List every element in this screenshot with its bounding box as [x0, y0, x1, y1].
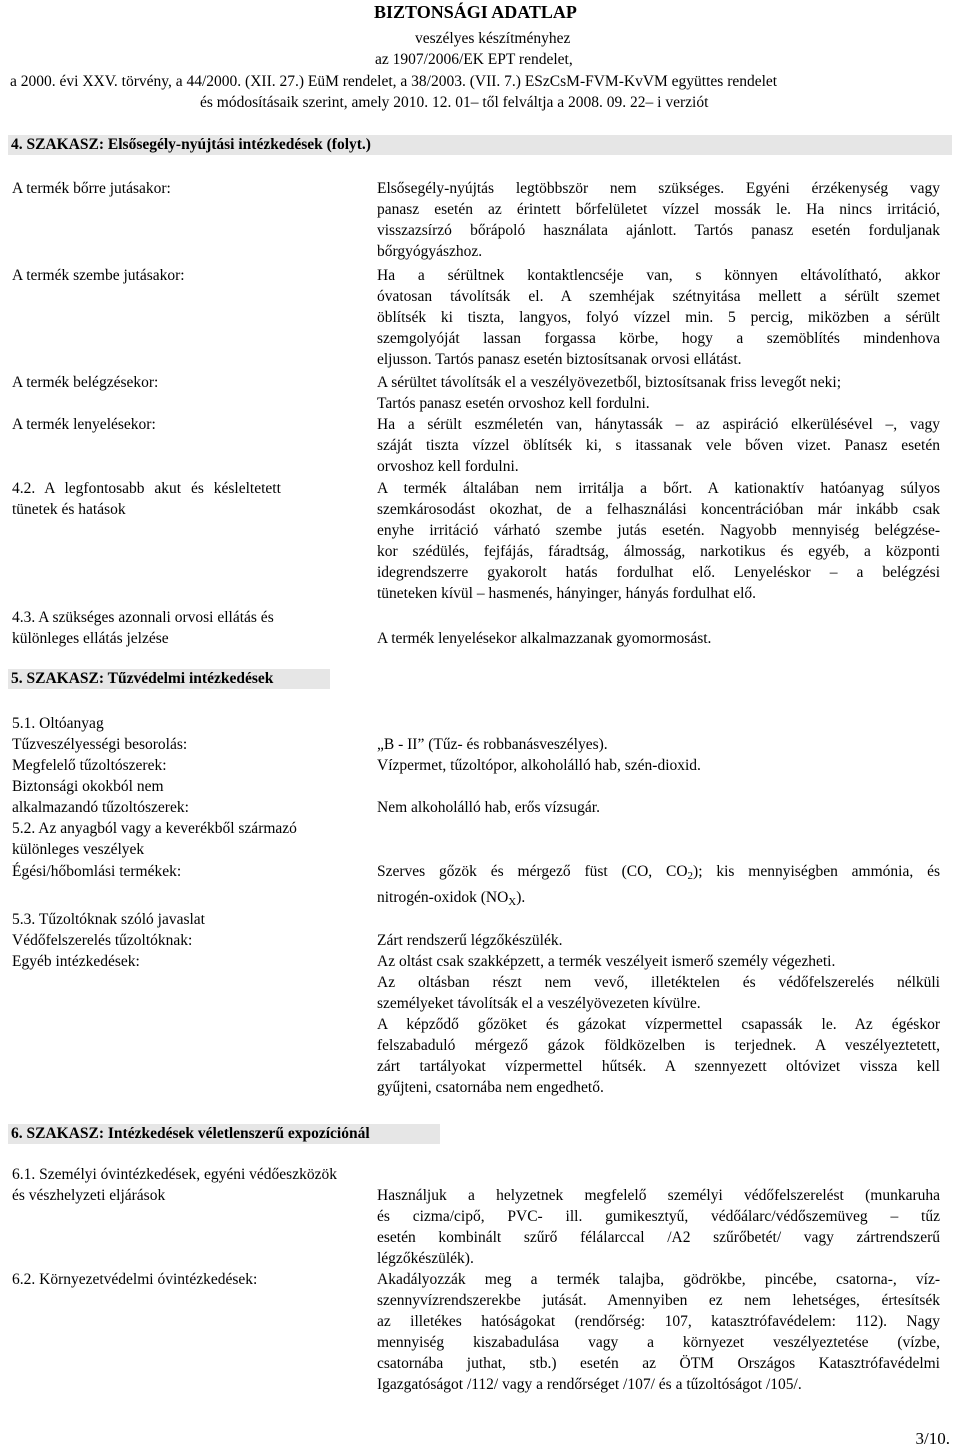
text-line: csatornába juthat, stb.) esetén az ÖTM Országos Katasztrófavédelmi [377, 1355, 940, 1372]
text-line: enyhe irritáció várható szembe jutás esetén. Nagyobb mennyiség belégzése- [377, 522, 940, 539]
inhalation-text [377, 372, 940, 414]
text-line: felszabaduló mérgező gázok földközelben is terjednek. A veszélyeztetett, [377, 1037, 940, 1054]
extinguisher-value: Vízpermet, tűzoltópor, alkoholálló hab, szén-dioxid. [377, 757, 701, 774]
inhalation-label: A termék belégzésekor: [12, 374, 159, 391]
firefighter-ppe-label: Védőfelszerelés tűzoltóknak: [12, 932, 193, 949]
s42-label [12, 478, 281, 520]
page-number: 3/10. [915, 1429, 950, 1448]
text-line: Akadályozzák meg a termék talajba, gödrökbe, pincébe, csatorna-, víz- [377, 1271, 940, 1288]
header-line-2: az 1907/2006/EK EPT rendelet, [375, 51, 573, 68]
s43-label-line: különleges ellátás jelzése [12, 630, 169, 647]
swallow-label: A termék lenyelésekor: [12, 416, 156, 433]
text-line: bőrgyógyászhoz. [377, 243, 483, 260]
text-line: Ha a sérültnek kontaktlencséje van, s könnyen eltávolítható, akkor [377, 267, 940, 284]
text-line: Ha a sérült eszméletén van, hánytassák – az aspiráció elkerülésével –, vagy [377, 416, 940, 433]
unsuitable-value: Nem alkoholálló hab, erős vízsugár. [377, 799, 600, 816]
text-line: visszazsírzó bőrápoló használata ajánlott. Tartós panasz esetén forduljanak [377, 222, 940, 239]
header-line-1: veszélyes készítményhez [415, 30, 571, 47]
s61-text [377, 1185, 940, 1269]
text-line: mennyiség kiszabadulása vagy a környezet veszélyeztetése (vízbe, [377, 1334, 940, 1351]
text-fragment: ). [516, 889, 526, 906]
extinguisher-label: Megfelelő tűzoltószerek: [12, 757, 167, 774]
text-fragment: ); kis mennyiségben ammónia, és [693, 863, 940, 880]
text-line: kor szédülés, fejfájás, fáradtság, álmosság, narkotikus és egyéb, a központi [377, 543, 940, 560]
header-line-4: és módosításaik szerint, amely 2010. 12. 01– től felváltja a 2008. 09. 22– i verziót [200, 94, 709, 111]
other-measures-text [377, 951, 940, 1098]
firefighter-ppe-value: Zárt rendszerű légzőkészülék. [377, 932, 563, 949]
unsuitable-label-line: alkalmazandó tűzoltószerek: [12, 799, 189, 816]
text-line: és cizma/cipő, PVC- ill. gumikesztyű, védőálarc/védőszemüveg – tűz [377, 1208, 940, 1225]
fire-class-label: Tűzveszélyességi besorolás: [12, 736, 188, 753]
s43-label-line: 4.3. A szükséges azonnali orvosi ellátás és [12, 609, 274, 626]
text-fragment: Szerves gőzök és mérgező füst (CO, CO [377, 863, 688, 880]
text-line [377, 887, 940, 908]
burn-products-label: Égési/hőbomlási termékek: [12, 863, 182, 880]
text-line: panasz esetén az érintett bőrfelületet vízzel mossák le. Ha nincs irritáció, [377, 201, 940, 218]
subscript: X [508, 896, 517, 908]
text-line: szennyvízrendszerekbe jutását. Amennyiben ez nem lehetséges, értesítsék [377, 1292, 940, 1309]
text-line: orvoshoz kell fordulni. [377, 458, 519, 475]
skin-label: A termék bőrre jutásakor: [12, 180, 171, 197]
s61-label-line: 6.1. Személyi óvintézkedések, egyéni védőeszközök [12, 1166, 337, 1183]
text-line: A sérültet távolítsák el a veszélyövezetből, biztosítsanak friss levegőt neki; [377, 374, 842, 391]
text-line: az illetékes hatóságokat (rendőrség: 107, katasztrófavédelem: 112). Nagy [377, 1313, 940, 1330]
fire-class-value: „B - II” (Tűz- és robbanásveszélyes). [377, 736, 608, 753]
text-line: személyeket távolítsák el a veszélyövezeten kívülre. [377, 995, 701, 1012]
text-line: Igazgatóságot /112/ vagy a rendőrséget /107/ és a tűzoltóságot /105/. [377, 1376, 802, 1393]
text-line: esetén kombinált szűrő félálarccal /A2 szűrőbetét/ vagy zártrendszerű [377, 1229, 940, 1246]
text-line [377, 861, 940, 882]
section-5-heading: 5. SZAKASZ: Tűzvédelmi intézkedések [8, 669, 330, 689]
text-line: öblítsék ki tiszta, langyos, folyó vízzel min. 5 percig, miközben a sérült [377, 309, 940, 326]
header-line-3: a 2000. évi XXV. törvény, a 44/2000. (XII. 27.) EüM rendelet, a 38/2003. (VII. 7.) ESzCsM-FVM-KvVM együttes rendelet [10, 73, 778, 90]
s43-label [12, 607, 274, 649]
s42-label-line: 4.2. A legfontosabb akut és késleltetett [12, 480, 281, 497]
text-line: idegrendszerre gyakorolt hatás fordulhat elő. Lenyeléskor – a belégzési [377, 564, 940, 581]
text-line: légzőkészülék). [377, 1250, 474, 1267]
burn-products-text [377, 861, 940, 908]
text-line: A képződő gőzöket és gázokat vízpermettel csapassák le. Az égéskor [377, 1016, 940, 1033]
eye-label: A termék szembe jutásakor: [12, 267, 185, 284]
text-line: A termék általában nem irritálja a bőrt. A kationaktív hatóanyag súlyos [377, 480, 940, 497]
s42-text [377, 478, 940, 604]
eye-text [377, 265, 940, 370]
s52-label-line: különleges veszélyek [12, 841, 145, 858]
subscript: 2 [687, 870, 694, 882]
s52-label-line: 5.2. Az anyagból vagy a keverékből származó [12, 820, 297, 837]
s53-label: 5.3. Tűzoltóknak szóló javaslat [12, 911, 205, 928]
section-4-heading: 4. SZAKASZ: Elsősegély-nyújtási intézkedések (folyt.) [8, 135, 952, 155]
text-line: óvatosan távolítsák el. A szemhéjak szétnyitása mellett a sérült szemet [377, 288, 940, 305]
section-6-heading: 6. SZAKASZ: Intézkedések véletlenszerű expozíciónál [8, 1124, 440, 1144]
text-line: Elsősegély-nyújtás legtöbbször nem szükséges. Egyéni érzékenység vagy [377, 180, 940, 197]
text-line: Az oltásban részt nem vevő, illetéktelen és védőfelszerelés nélküli [377, 974, 940, 991]
text-line: szemgolyóját lassan forgassa körbe, hogy a szemöblítés mindenhova [377, 330, 940, 347]
text-line: Használjuk a helyzetnek megfelelő személyi védőfelszerelést (munkaruha [377, 1187, 940, 1204]
text-line: száját tiszta vízzel öblítsék ki, s itassanak vele bőven vizet. Panasz esetén [377, 437, 940, 454]
text-fragment: nitrogén-oxidok (NO [377, 889, 509, 906]
text-line: Az oltást csak szakképzett, a termék veszélyeit ismerő személy végezheti. [377, 953, 836, 970]
swallow-text [377, 414, 940, 477]
s51-label: 5.1. Oltóanyag [12, 715, 104, 732]
unsuitable-label-line: Biztonsági okokból nem [12, 778, 164, 795]
text-line: tüneteken kívül – hasmenés, hányinger, hányás fordulhat elő. [377, 585, 757, 602]
s52-label [12, 818, 297, 860]
text-line: eljusson. Tartós panasz esetén biztosítsanak orvosi ellátást. [377, 351, 742, 368]
s61-label-line: és vészhelyzeti eljárások [12, 1187, 166, 1204]
skin-text [377, 178, 940, 262]
s43-text: A termék lenyelésekor alkalmazzanak gyomormosást. [377, 630, 712, 647]
text-line: zárt tartályokat vízpermettel hűtsék. A szennyezett oltóvizet vissza kell [377, 1058, 940, 1075]
other-measures-label: Egyéb intézkedések: [12, 953, 140, 970]
text-line: Tartós panasz esetén orvoshoz kell fordulni. [377, 395, 650, 412]
header-title: BIZTONSÁGI ADATLAP [374, 2, 577, 22]
text-line: gyűjteni, csatornába nem engedhető. [377, 1079, 604, 1096]
unsuitable-label [12, 776, 189, 818]
s62-text [377, 1269, 940, 1395]
s61-label [12, 1164, 337, 1206]
s42-label-line: tünetek és hatások [12, 501, 126, 518]
text-line: szemkárosodást okozhat, de a felhasználási koncentrációban már inkább csak [377, 501, 940, 518]
s62-label: 6.2. Környezetvédelmi óvintézkedések: [12, 1271, 258, 1288]
